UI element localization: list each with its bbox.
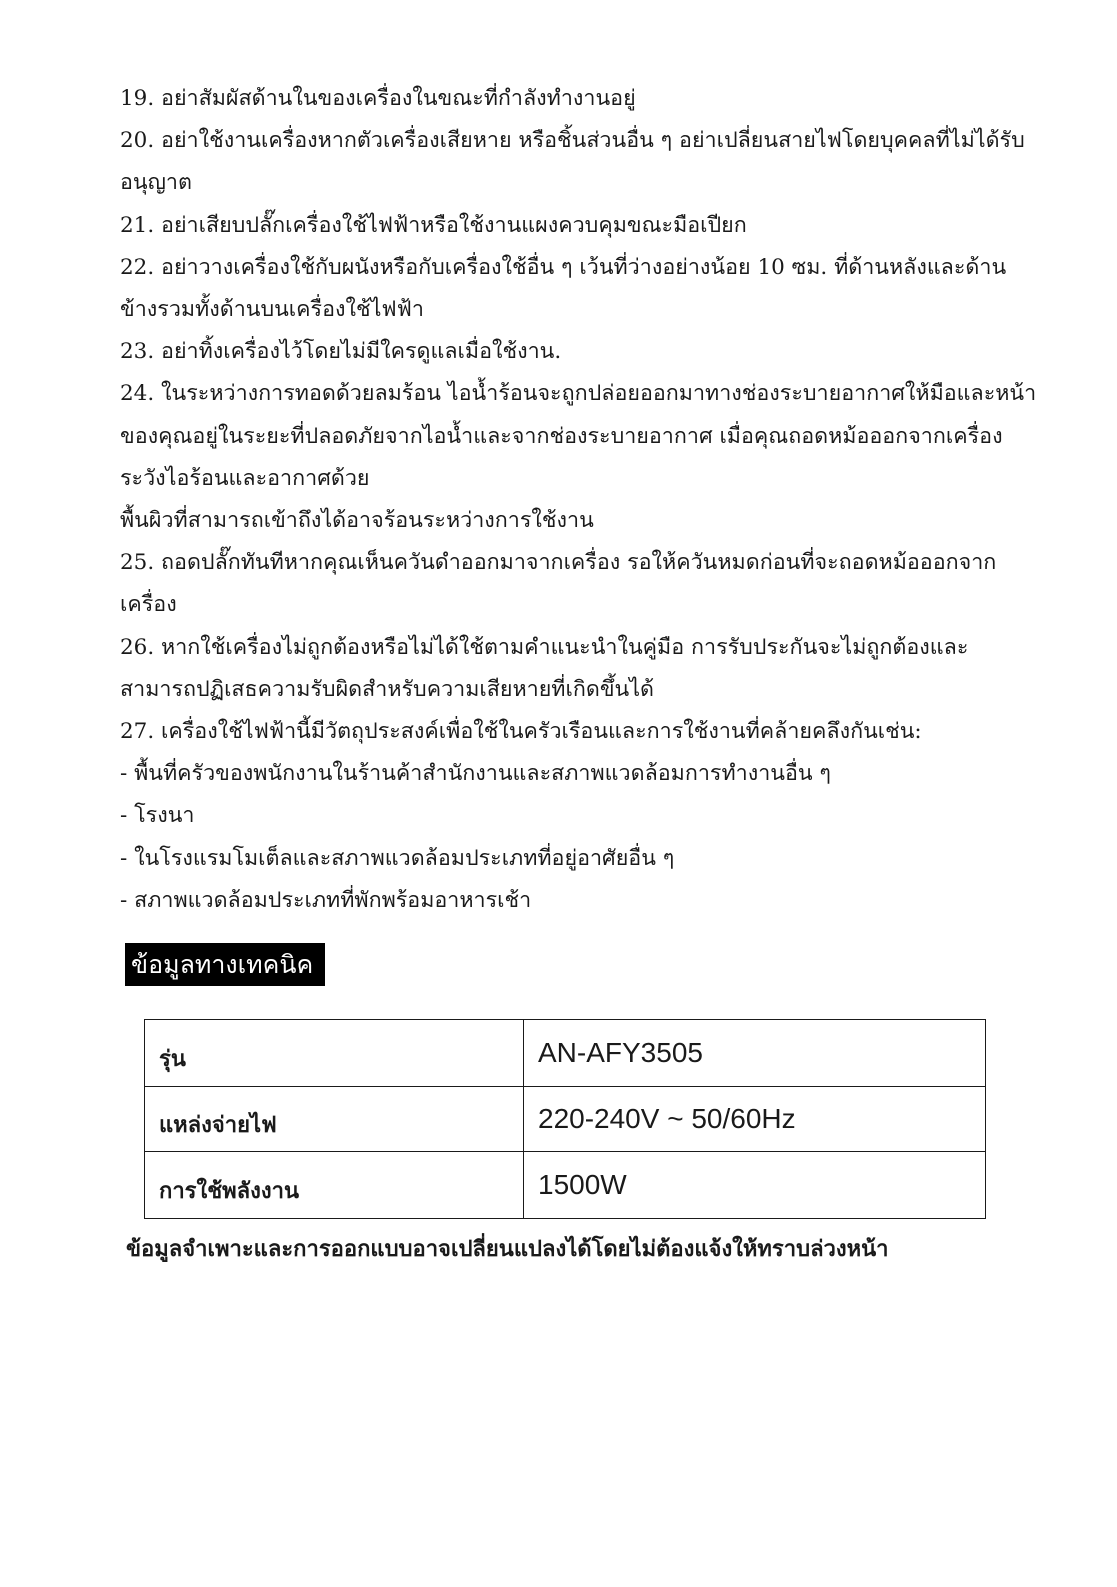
spec-label-power-supply: แหล่งจ่ายไฟ — [145, 1087, 524, 1152]
spec-row-power-consumption — [145, 1152, 986, 1219]
spec-row-power-supply — [145, 1087, 986, 1152]
spec-row-model — [145, 1020, 986, 1087]
spec-value-model: AN-AFY3505 — [524, 1020, 986, 1087]
spec-value-power-consumption: 1500W — [524, 1152, 986, 1219]
usage-bullet-staff-kitchen: - พื้นที่ครัวของพนักงานในร้านค้าสำนักงานและสภาพแวดล้อมการทำงานอื่น ๆ — [120, 761, 831, 787]
instruction-item-19: 19. อย่าสัมผัสด้านในของเครื่องในขณะที่กำลังทำงานอยู่ — [120, 86, 636, 111]
instruction-item-24: 24. ในระหว่างการทอดด้วยลมร้อน ไอน้ำร้อนจะถูกปล่อยออกมาทางช่องระบายอากาศให้มือและหน้าของคุณอยู่ในระยะที่ปลอดภัยจากไอน้ำและจากช่องระบายอากาศ เมื่อคุณถอดหม้อออกจากเครื่องระวังไอร้อนและอากาศด้วย — [120, 381, 1037, 491]
technical-spec-table — [144, 1019, 986, 1219]
instruction-item-24-note: พื้นผิวที่สามารถเข้าถึงได้อาจร้อนระหว่างการใช้งาน — [120, 508, 594, 534]
instruction-item-25: 25. ถอดปลั๊กทันทีหากคุณเห็นควันดำออกมาจากเครื่อง รอให้ควันหมดก่อนที่จะถอดหม้อออกจากเครื่อง — [120, 550, 997, 618]
technical-info-heading: ข้อมูลทางเทคนิค — [125, 943, 325, 986]
usage-bullet-bed-breakfast: - สภาพแวดล้อมประเภทที่พักพร้อมอาหารเช้า — [120, 887, 532, 913]
specification-change-notice: ข้อมูลจำเพาะและการออกแบบอาจเปลี่ยนแปลงได้โดยไม่ต้องแจ้งให้ทราบล่วงหน้า — [126, 1237, 889, 1262]
instruction-item-20: 20. อย่าใช้งานเครื่องหากตัวเครื่องเสียหาย หรือชิ้นส่วนอื่น ๆ อย่าเปลี่ยนสายไฟโดยบุคคลที่ไม่ได้รับอนุญาต — [120, 128, 1025, 196]
instruction-item-27: 27. เครื่องใช้ไฟฟ้านี้มีวัตถุประสงค์เพื่อใช้ในครัวเรือนและการใช้งานที่คล้ายคลึงกันเช่น: — [120, 719, 922, 745]
instruction-item-23: 23. อย่าทิ้งเครื่องไว้โดยไม่มีใครดูแลเมื่อใช้งาน. — [120, 339, 562, 365]
instruction-item-26: 26. หากใช้เครื่องไม่ถูกต้องหรือไม่ได้ใช้ตามคำแนะนำในคู่มือ การรับประกันจะไม่ถูกต้องและสามารถปฏิเสธความรับผิดสำหรับความเสียหายที่เกิดขึ้นได้ — [120, 634, 969, 702]
spec-label-model: รุ่น — [145, 1020, 524, 1087]
usage-bullet-barn: - โรงนา — [120, 803, 195, 829]
instruction-item-22: 22. อย่าวางเครื่องใช้กับผนังหรือกับเครื่องใช้อื่น ๆ เว้นที่ว่างอย่างน้อย 10 ซม. ที่ด้านหลังและด้านข้างรวมทั้งด้านบนเครื่องใช้ไฟฟ้า — [120, 254, 1007, 323]
spec-label-power-consumption: การใช้พลังงาน — [145, 1152, 524, 1219]
usage-bullet-hotel: - ในโรงแรมโมเต็ลและสภาพแวดล้อมประเภทที่อยู่อาศัยอื่น ๆ — [120, 845, 675, 871]
instruction-item-21: 21. อย่าเสียบปลั๊กเครื่องใช้ไฟฟ้าหรือใช้งานแผงควบคุมขณะมือเปียก — [120, 212, 747, 238]
safety-instructions-list — [120, 78, 1040, 922]
spec-value-power-supply: 220-240V ~ 50/60Hz — [524, 1087, 986, 1152]
